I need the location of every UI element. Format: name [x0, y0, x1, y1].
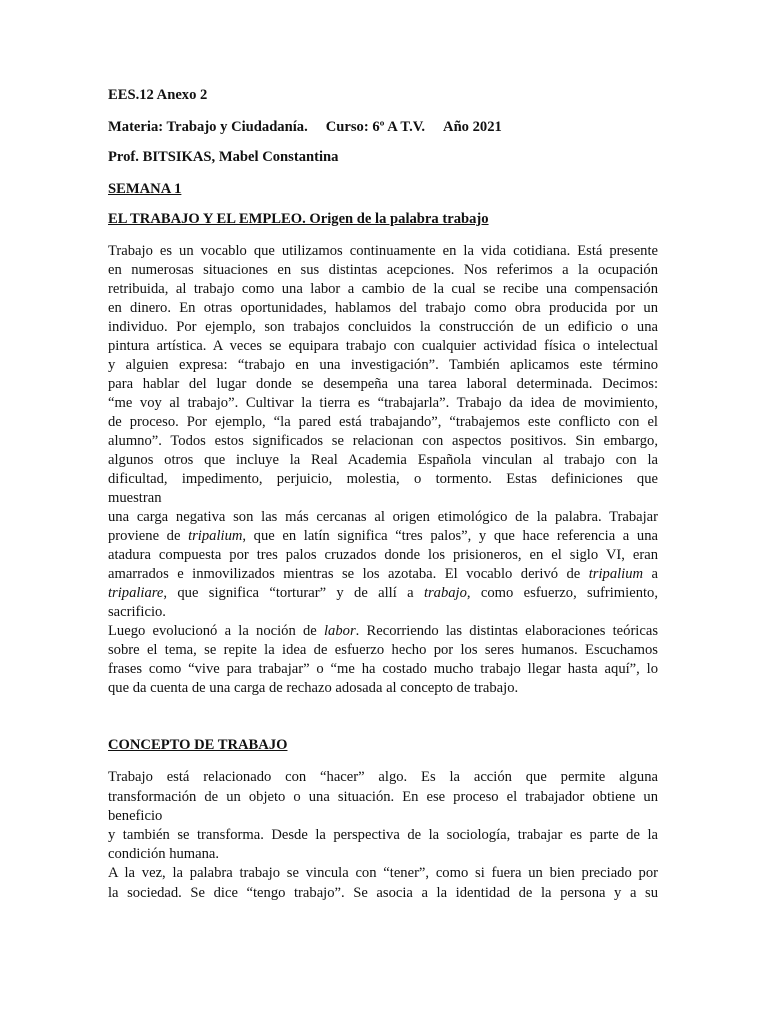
paragraph-line: frases como “vive para trabajar” o “me ha costado mucho trabajo llegar hasta aquí”, lo	[108, 661, 658, 677]
paragraph-line: atadura compuesta por tres palos cruzados donde los prisioneros, en el siglo VI, eran	[108, 547, 658, 563]
paragraph-line: que da cuenta de una carga de rechazo adosada al concepto de trabajo.	[108, 680, 519, 696]
paragraph-line: y alguien expresa: “trabajo en una investigación”. También aplicamos este término	[108, 357, 658, 373]
paragraph-line: A la vez, la palabra trabajo se vincula con “tener”, como si fuera un bien preciado por	[108, 865, 658, 881]
italic-term: labor	[324, 623, 356, 639]
course-label: Curso: 6º A T.V.	[325, 119, 426, 135]
paragraph-line: la sociedad. Se dice “tengo trabajo”. Se asocia a la identidad de la persona y a su	[108, 885, 658, 901]
paragraph-line: beneficio	[108, 808, 163, 824]
paragraph-line: de proceso. Por ejemplo, “la pared está trabajando”, “trabajemos este conflicto con el	[108, 414, 658, 430]
paragraph-line: amarrados e inmovilizados mientras se los azotaba. El vocablo derivó de tripalium a	[108, 566, 658, 582]
paragraph-line: y también se transforma. Desde la perspectiva de la sociología, trabajar es parte de la	[108, 827, 658, 843]
section-heading-concept: CONCEPTO DE TRABAJO	[108, 737, 288, 753]
paragraph-line: sacrificio.	[108, 604, 166, 620]
italic-term: tripalium	[588, 566, 644, 582]
paragraph-line: Trabajo está relacionado con “hacer” algo. Es la acción que permite alguna	[108, 769, 658, 785]
paragraph-line: alumno”. Todos estos significados se relacionan con aspectos positivos. Sin embargo,	[108, 433, 658, 449]
paragraph-line: tripaliare, que significa “torturar” y de allí a trabajo, como esfuerzo, sufrimiento,	[108, 585, 658, 601]
italic-term: trabajo	[423, 585, 467, 601]
paragraph-line: una carga negativa son las más cercanas al origen etimológico de la palabra. Trabajar	[108, 509, 658, 525]
section-heading-origin: EL TRABAJO Y EL EMPLEO. Origen de la palabra trabajo	[108, 211, 489, 227]
paragraph-line: Luego evolucionó a la noción de labor. Recorriendo las distintas elaboraciones teóricas	[108, 623, 658, 639]
subject-label: Materia: Trabajo y Ciudadanía.	[108, 119, 308, 135]
paragraph-line: en dinero. En otras oportunidades, hablamos del trabajo como obra producida por un	[108, 300, 658, 316]
paragraph-line: “me voy al trabajo”. Cultivar la tierra es “trabajarla”. Trabajo da idea de movimiento,	[108, 395, 658, 411]
paragraph-line: transformación de un objeto o una situación. En ese proceso el trabajador obtiene un	[108, 789, 658, 805]
teacher-name: Prof. BITSIKAS, Mabel Constantina	[108, 149, 339, 165]
italic-term: tripaliare	[108, 585, 164, 601]
paragraph-line: para hablar del lugar donde se desempeña una tarea laboral determinada. Decimos:	[108, 376, 658, 392]
paragraph-line: sobre el tema, se repite la idea de esfuerzo hecho por los seres humanos. Escuchamos	[108, 642, 658, 658]
paragraph-line: en numerosas situaciones en sus distintas acepciones. Nos referimos a la ocupación	[108, 262, 658, 278]
paragraph-line: proviene de tripalium, que en latín significa “tres palos”, y que hace referencia a una	[108, 528, 658, 544]
paragraph-line: dificultad, impedimento, perjuicio, molestia, o tormento. Estas definiciones que	[108, 471, 658, 487]
paragraph-line: condición humana.	[108, 846, 220, 862]
paragraph-line: pintura artística. A veces se equipara trabajo con cualquier actividad física o intelectual	[108, 338, 658, 354]
paragraph-line: individuo. Por ejemplo, son trabajos concluidos la construcción de un edificio o una	[108, 319, 658, 335]
year-label: Año 2021	[443, 119, 502, 135]
paragraph-line: algunos otros que incluye la Real Academia Española vinculan al trabajo con la	[108, 452, 658, 468]
document-code: EES.12 Anexo 2	[108, 87, 208, 103]
paragraph-line: Trabajo es un vocablo que utilizamos continuamente en la vida cotidiana. Está presente	[108, 243, 658, 259]
italic-term: tripalium	[188, 528, 243, 544]
subject-line	[108, 118, 658, 137]
week-label: SEMANA 1	[108, 181, 182, 197]
paragraph-line: muestran	[108, 490, 162, 506]
paragraph-line: retribuida, al trabajo como una labor a cambio de la cual se recibe una compensación	[108, 281, 658, 297]
